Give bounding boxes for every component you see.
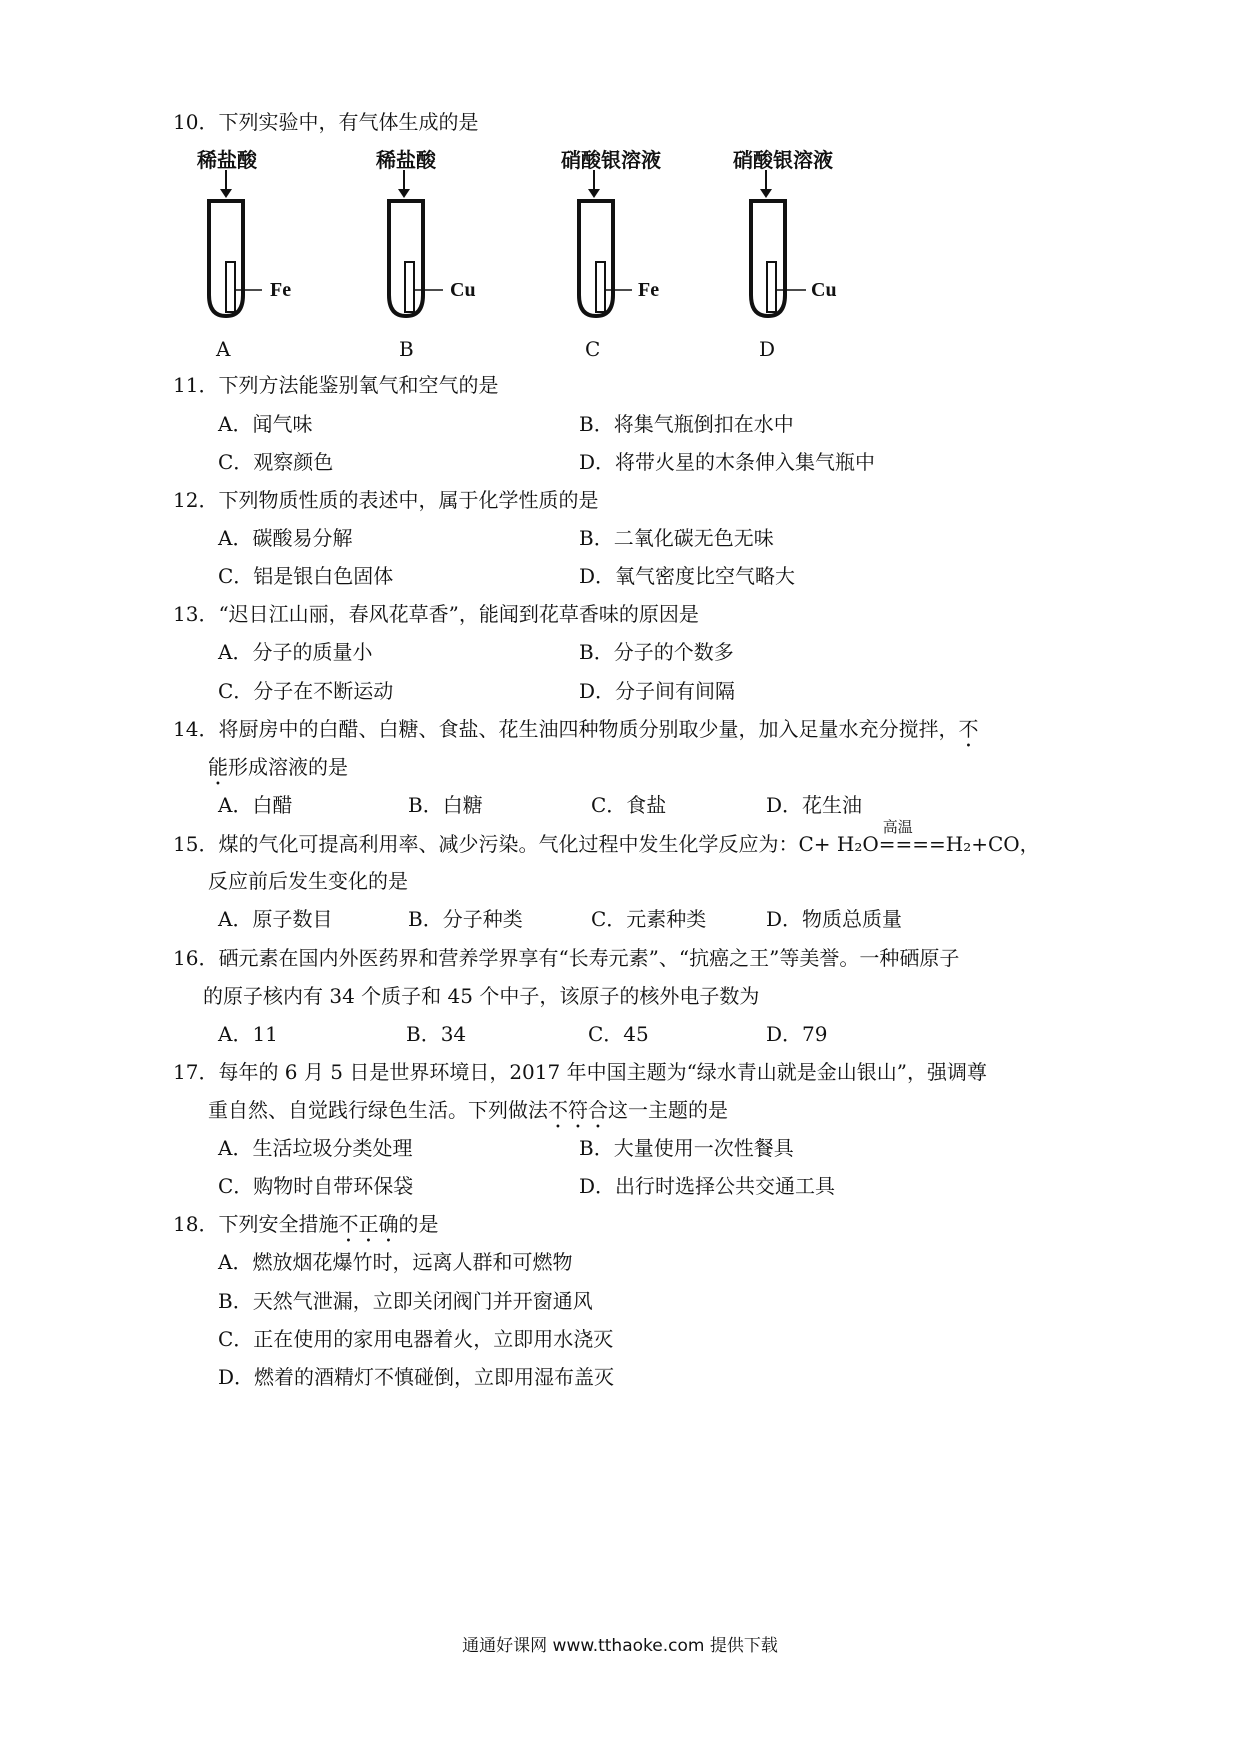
q13-stem: 13．“迟日江山丽，春风花草香”，能闻到花草香味的原因是 xyxy=(173,602,699,626)
q16-option-c: C．45 xyxy=(588,1022,649,1046)
q14-stem-line1 xyxy=(173,713,978,752)
q17-option-c: C．购物时自带环保袋 xyxy=(218,1174,414,1198)
q18-stem-a: 18．下列安全措施 xyxy=(173,1212,339,1236)
q17-emphasis: 不符合 xyxy=(548,1098,608,1122)
test-tube-c xyxy=(579,170,632,316)
q17-stem-a: 17．每年的 6 月 5 日是世界环境日，2017 年中国主题为“绿水青山就是金山银山”，强调尊 xyxy=(173,1060,988,1084)
test-tube-a xyxy=(209,170,262,316)
q17-option-a: A．生活垃圾分类处理 xyxy=(218,1136,413,1160)
q14-emphasis-not: 不 xyxy=(958,717,979,741)
q17-option-d: D．出行时选择公共交通工具 xyxy=(579,1174,836,1198)
q14-option-d: D．花生油 xyxy=(766,793,863,817)
q15-stem-a: 15．煤的气化可提高利用率、减少污染。气化过程中发生化学反应为： xyxy=(173,832,799,856)
tube-d-reagent: 硝酸银溶液 xyxy=(733,148,833,172)
tube-c-metal: Fe xyxy=(638,279,660,301)
tube-a-letter: A xyxy=(216,337,231,361)
q14-stem-line2 xyxy=(208,751,348,790)
q15-equation-right: H₂+CO， xyxy=(945,832,1040,856)
q14-stem-a: 14．将厨房中的白醋、白糖、食盐、花生油四种物质分别取少量，加入足量水充分搅拌， xyxy=(173,717,959,741)
tube-a-reagent: 稀盐酸 xyxy=(197,148,257,172)
q10-test-tube-diagram xyxy=(0,0,1240,400)
q15-stem-line1 xyxy=(173,818,1040,857)
q10-stem: 10．下列实验中，有气体生成的是 xyxy=(173,110,479,134)
test-tube-b xyxy=(389,170,443,316)
q15-arrow-symbol: ==== xyxy=(878,832,946,856)
q13-option-c: C．分子在不断运动 xyxy=(218,679,394,703)
tube-b-letter: B xyxy=(399,337,414,361)
q18-option-b: B．天然气泄漏，立即关闭阀门并开窗通风 xyxy=(218,1289,593,1313)
q14-stem-b: 形成溶液的是 xyxy=(228,755,348,779)
q11-option-a: A．闻气味 xyxy=(218,412,313,436)
q16-option-d: D．79 xyxy=(766,1022,828,1046)
tube-c-letter: C xyxy=(585,337,601,361)
q16-stem-b: 的原子核内有 34 个质子和 45 个中子，该原子的核外电子数为 xyxy=(203,984,760,1008)
q14-emphasis-can: 能 xyxy=(208,755,228,779)
q11-option-b: B．将集气瓶倒扣在水中 xyxy=(579,412,794,436)
q16-stem-a: 16．硒元素在国内外医药界和营养学界享有“长寿元素”、“抗癌之王”等美誉。一种硒原子 xyxy=(173,946,960,970)
q15-equation-left: C+ H₂O xyxy=(798,832,879,856)
q14-option-a: A．白醋 xyxy=(218,793,293,817)
q15-stem-b: 反应前后发生变化的是 xyxy=(208,869,408,893)
q17-stem-b2: 这一主题的是 xyxy=(608,1098,728,1122)
q13-option-b: B．分子的个数多 xyxy=(579,640,734,664)
q15-option-c: C．元素种类 xyxy=(591,907,707,931)
tube-c-reagent: 硝酸银溶液 xyxy=(561,148,661,172)
q15-option-b: B．分子种类 xyxy=(408,907,523,931)
tube-d-metal: Cu xyxy=(811,279,837,301)
q17-stem-line2 xyxy=(208,1094,728,1133)
q13-option-d: D．分子间有间隔 xyxy=(579,679,736,703)
q16-option-a: A．11 xyxy=(218,1022,278,1046)
q18-option-d: D．燃着的酒精灯不慎碰倒，立即用湿布盖灭 xyxy=(218,1365,615,1389)
q11-stem: 11．下列方法能鉴别氧气和空气的是 xyxy=(173,373,499,397)
test-tube-d xyxy=(751,170,806,316)
q18-stem xyxy=(173,1208,438,1247)
q15-option-a: A．原子数目 xyxy=(218,907,333,931)
q15-equation-arrow xyxy=(878,818,946,856)
q12-option-b: B．二氧化碳无色无味 xyxy=(579,526,774,550)
tube-a-metal: Fe xyxy=(270,279,292,301)
q11-option-d: D．将带火星的木条伸入集气瓶中 xyxy=(579,450,876,474)
q11-option-c: C．观察颜色 xyxy=(218,450,334,474)
q18-emphasis: 不正确 xyxy=(338,1212,399,1236)
q12-option-a: A．碳酸易分解 xyxy=(218,526,353,550)
q15-condition: 高温 xyxy=(882,818,913,836)
tube-b-reagent: 稀盐酸 xyxy=(376,148,436,172)
q13-option-a: A．分子的质量小 xyxy=(218,640,373,664)
q15-option-d: D．物质总质量 xyxy=(766,907,903,931)
q18-option-c: C．正在使用的家用电器着火，立即用水浇灭 xyxy=(218,1327,614,1351)
q18-option-a: A．燃放烟花爆竹时，远离人群和可燃物 xyxy=(218,1250,573,1274)
tube-b-metal: Cu xyxy=(450,279,476,301)
q14-option-c: C．食盐 xyxy=(591,793,667,817)
q16-option-b: B．34 xyxy=(406,1022,467,1046)
q14-option-b: B．白糖 xyxy=(408,793,483,817)
q12-stem: 12．下列物质性质的表述中，属于化学性质的是 xyxy=(173,488,599,512)
q12-option-c: C．铝是银白色固体 xyxy=(218,564,394,588)
q12-option-d: D．氧气密度比空气略大 xyxy=(579,564,796,588)
page-footer: 通通好课网 www.tthaoke.com 提供下载 xyxy=(462,1636,778,1656)
q17-stem-b1: 重自然、自觉践行绿色生活。下列做法 xyxy=(208,1098,548,1122)
q17-option-b: B．大量使用一次性餐具 xyxy=(579,1136,794,1160)
tube-d-letter: D xyxy=(759,337,776,361)
q18-stem-b: 的是 xyxy=(398,1212,439,1236)
